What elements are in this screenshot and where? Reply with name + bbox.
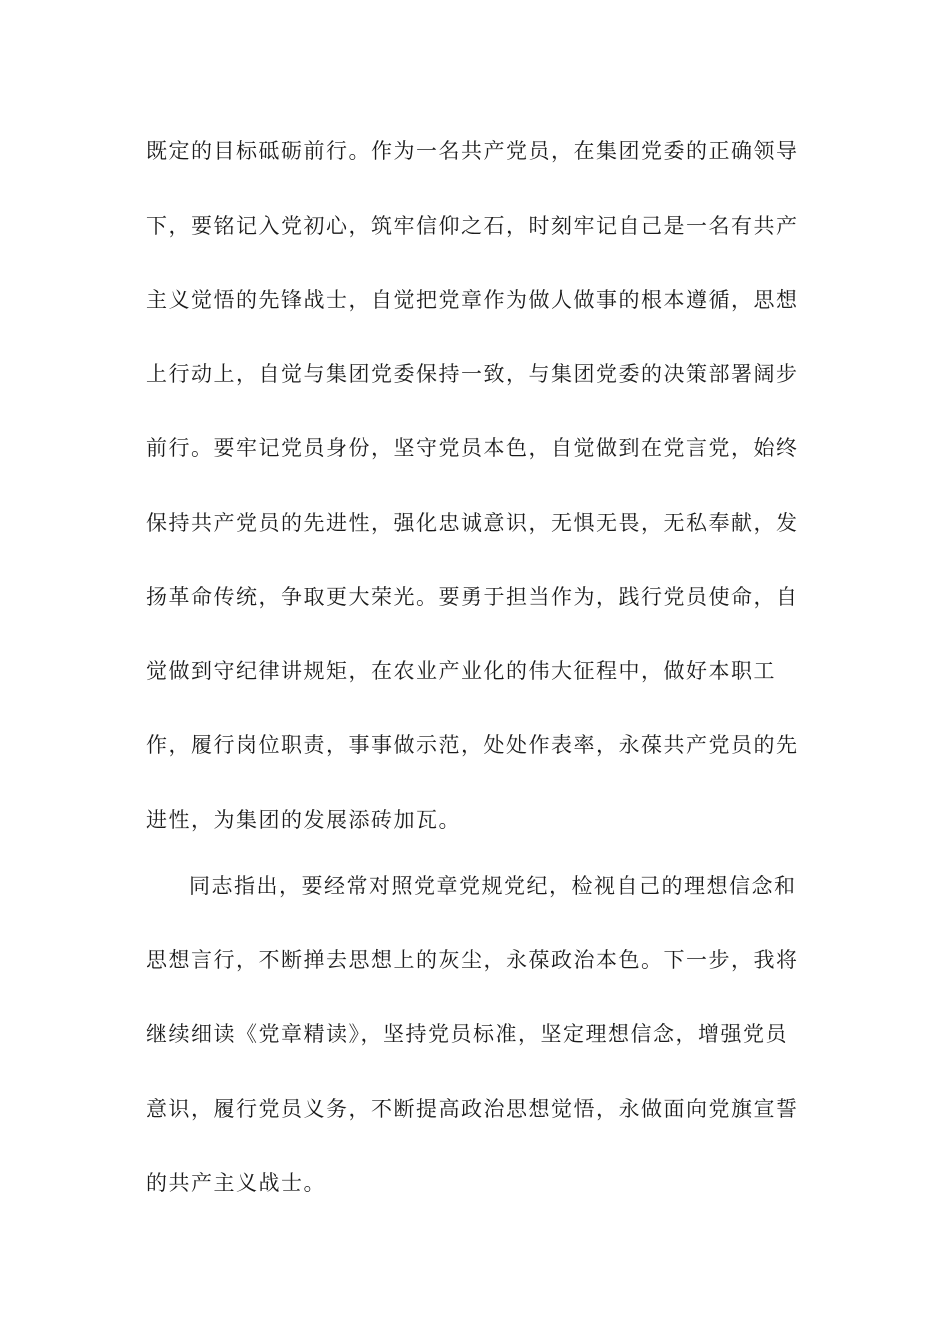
paragraph-2-line: 的共产主义战士。 [146,1171,326,1195]
paragraph-2-line: 思想言行，不断掸去思想上的灰尘，永葆政治本色。下一步，我将 [146,948,799,972]
paragraph-1-line: 进性，为集团的发展添砖加瓦。 [146,808,461,832]
paragraph-1-line: 扬革命传统，争取更大荣光。要勇于担当作为，践行党员使命，自 [146,585,799,609]
paragraph-1-line: 保持共产党员的先进性，强化忠诚意识，无惧无畏，无私奉献，发 [146,511,799,535]
paragraph-1-line: 下，要铭记入党初心，筑牢信仰之石，时刻牢记自己是一名有共产 [146,214,799,238]
paragraph-1-line: 既定的目标砥砺前行。作为一名共产党员，在集团党委的正确领导 [146,139,799,163]
paragraph-1-line: 作，履行岗位职责，事事做示范，处处作表率，永葆共产党员的先 [146,733,799,757]
paragraph-1-line: 前行。要牢记党员身份，坚守党员本色，自觉做到在党言党，始终 [146,436,799,460]
paragraph-2-line: 同志指出，要经常对照党章党规党纪，检视自己的理想信念和 [189,874,797,898]
paragraph-1-line: 上行动上，自觉与集团党委保持一致，与集团党委的决策部署阔步 [146,362,799,386]
paragraph-1-line: 主义觉悟的先锋战士，自觉把党章作为做人做事的根本遵循，思想 [146,288,799,312]
paragraph-2-line: 意识，履行党员义务，不断提高政治思想觉悟，永做面向党旗宣誓 [146,1097,799,1121]
paragraph-1-line: 觉做到守纪律讲规矩，在农业产业化的伟大征程中，做好本职工 [146,659,776,683]
paragraph-2-line: 继续细读《党章精读》，坚持党员标准，坚定理想信念，增强党员 [146,1022,788,1046]
